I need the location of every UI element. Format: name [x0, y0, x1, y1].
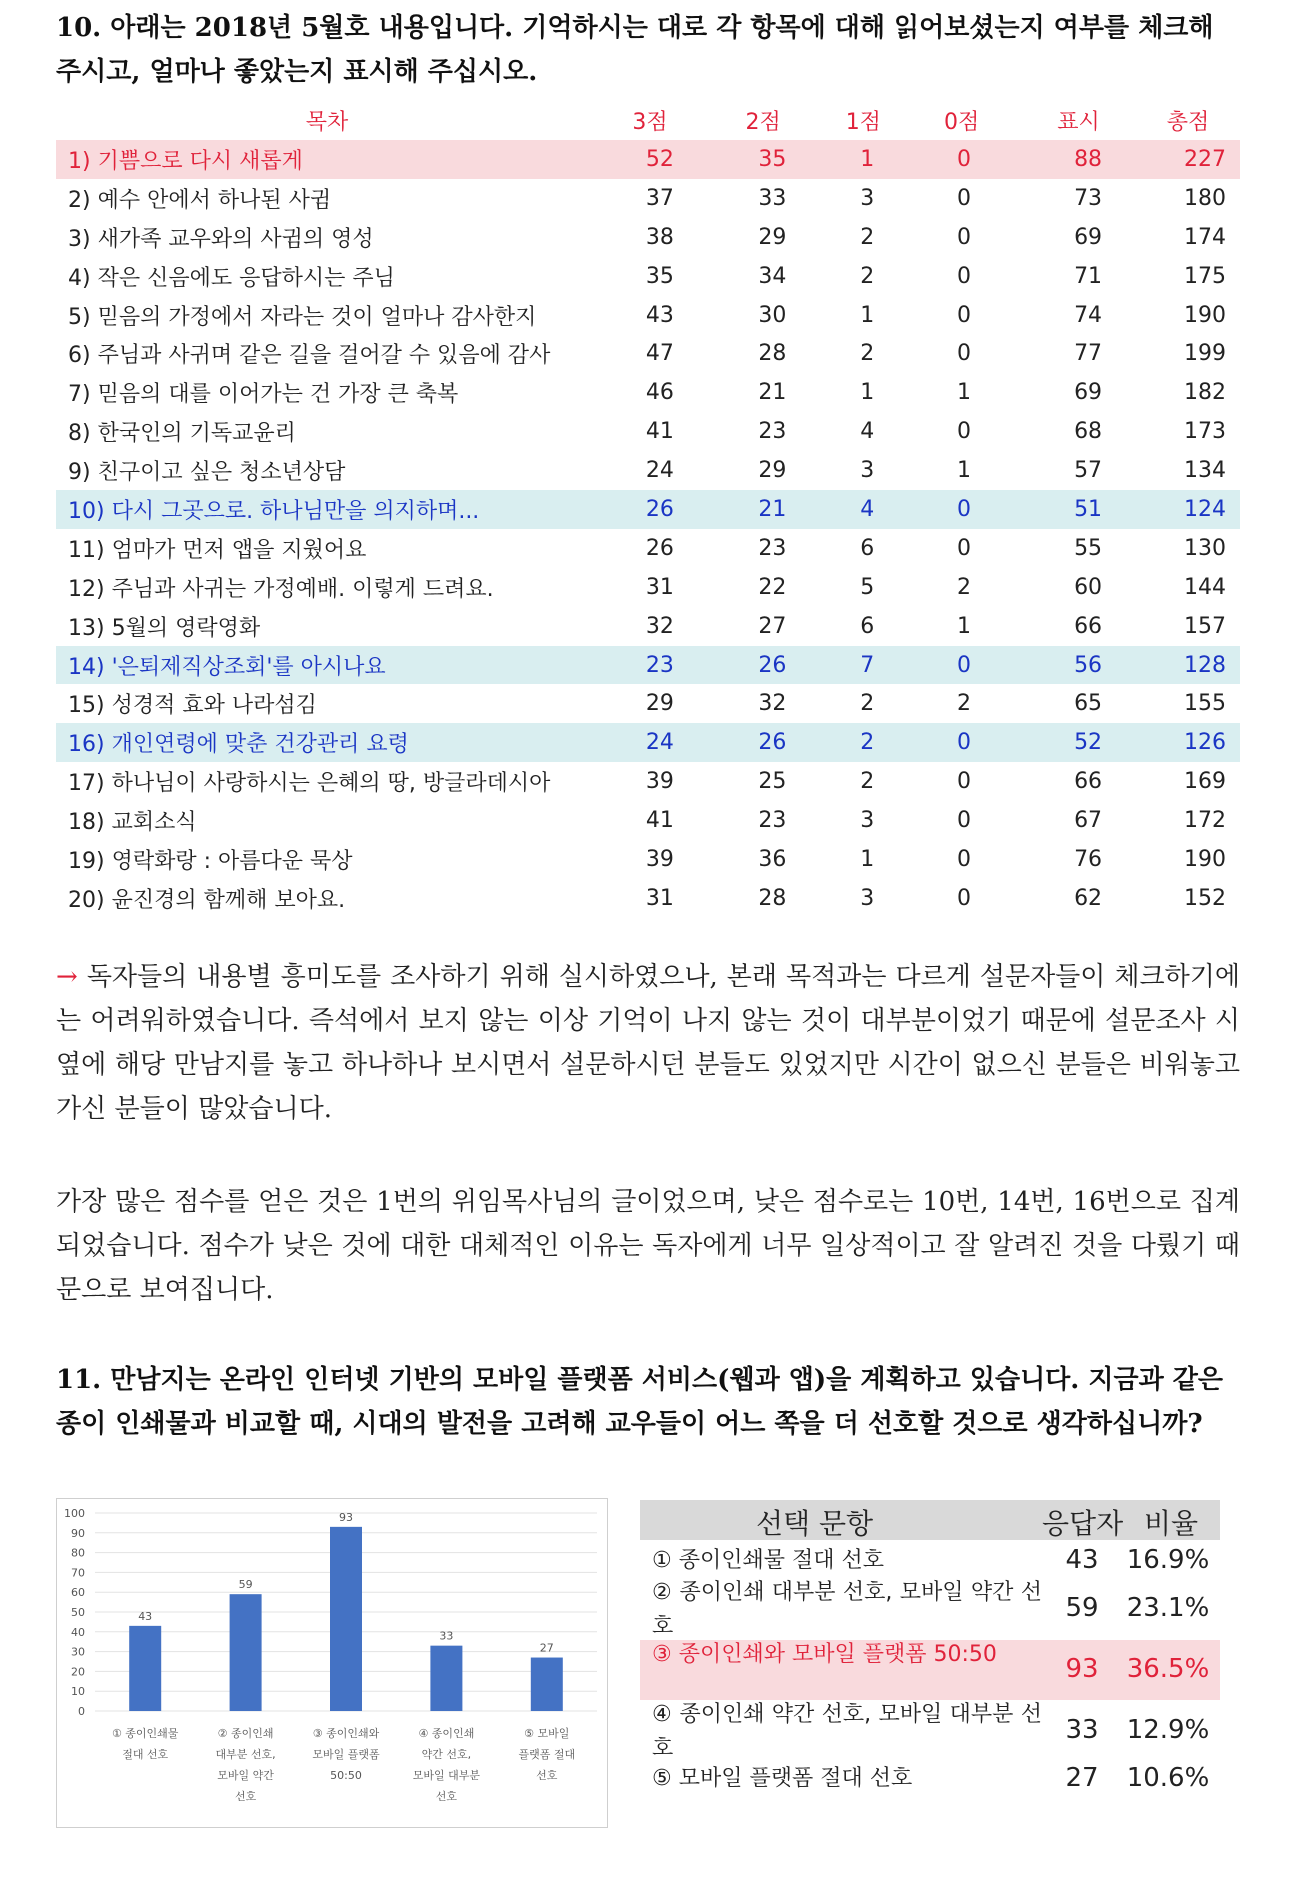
survey-row — [56, 762, 1240, 801]
survey-total: 182 — [1184, 380, 1226, 406]
survey-item-title: 14) '은퇴제직상조회'를 아시나요 — [56, 646, 598, 685]
survey-total: 128 — [1136, 646, 1240, 685]
analysis-paragraph-2: 가장 많은 점수를 얻은 것은 1번의 위임목사님의 글이었으며, 낮은 점수로는 10번, 14번, 16번으로 집계되었습니다. 점수가 낮은 것에 대한 대체적인 이유는 독자에게 너무 일상적이고 잘 알려진 것을 다뤘기 때문으로 보여집니다. — [56, 1187, 1240, 1305]
survey-score-2: 34 — [758, 263, 787, 289]
survey-score-0: 0 — [957, 846, 972, 872]
preference-ratio: 36.5% — [1126, 1654, 1210, 1684]
survey-item-title: 2) 예수 안에서 하나된 사귐 — [68, 187, 332, 213]
survey-row — [56, 490, 1240, 529]
chart-y-tick-label: 0 — [78, 1705, 85, 1718]
preference-option-label: ② 종이인쇄 대부분 선호, 모바일 약간 선호 — [652, 1580, 1042, 1639]
survey-item-title: 15) 성경적 효와 나라섬김 — [68, 693, 317, 719]
survey-total: 190 — [1184, 302, 1226, 328]
preference-ratio: 12.9% — [1126, 1715, 1210, 1745]
survey-score-0: 0 — [957, 885, 972, 911]
survey-score-2: 32 — [758, 691, 787, 717]
preference-ratio: 10.6% — [1126, 1763, 1210, 1793]
chart-data-label: 33 — [439, 1629, 454, 1643]
col-header-contents: 목차 — [305, 109, 349, 135]
preference-table-header — [640, 1500, 1220, 1540]
survey-score-0: 0 — [957, 263, 972, 289]
survey-marked: 62 — [1074, 885, 1103, 911]
survey-score-1: 2 — [860, 341, 875, 367]
survey-total: 172 — [1184, 808, 1226, 834]
preference-ratio: 23.1% — [1126, 1593, 1210, 1623]
survey-score-3: 41 — [645, 419, 674, 445]
preference-row — [640, 1700, 1220, 1762]
survey-item-title: 6) 주님과 사귀며 같은 길을 걸어갈 수 있음에 감사 — [68, 343, 551, 369]
survey-total: 227 — [1136, 140, 1240, 179]
preference-row — [640, 1640, 1220, 1700]
survey-score-2: 26 — [702, 646, 824, 685]
survey-header-row — [56, 100, 1240, 140]
survey-score-1: 2 — [860, 263, 875, 289]
preference-count: 93 — [1065, 1654, 1099, 1684]
survey-total: 190 — [1184, 846, 1226, 872]
question-10-title: 10. 아래는 2018년 5월호 내용입니다. 기억하시는 대로 각 항목에 대해 읽어보셨는지 여부를 체크해 주시고, 얼마나 좋았는지 표시해 주십시오. — [56, 13, 1214, 87]
survey-row — [56, 373, 1240, 412]
survey-score-0: 0 — [902, 646, 1021, 685]
survey-item-title: 5) 믿음의 가정에서 자라는 것이 얼마나 감사한지 — [68, 304, 537, 330]
survey-marked: 69 — [1074, 224, 1103, 250]
col-header-marked: 표시 — [1057, 109, 1100, 135]
analysis-text-1: 독자들의 내용별 흥미도를 조사하기 위해 실시하였으나, 본래 목적과는 다르게 설문자들이 체크하기에는 어려워하였습니다. 즉석에서 보지 않는 이상 기억이 나지 않는 것이 대부분이었기 때문에 설문조사 시 옆에 해당 만남지를 놓고 하나하나 보시면서 설문하시던 분들도 있었지만 시간이 없으신 분들은 비워놓고 가신 분들이 많았습니다. — [56, 962, 1241, 1124]
survey-table — [56, 100, 1240, 918]
survey-row — [56, 646, 1240, 685]
survey-score-0: 2 — [957, 691, 972, 717]
survey-marked: 60 — [1074, 574, 1103, 600]
survey-score-0: 0 — [957, 535, 972, 561]
preference-option-label: ④ 종이인쇄 약간 선호, 모바일 대부분 선호 — [652, 1702, 1042, 1761]
survey-score-3: 31 — [645, 574, 674, 600]
survey-row — [56, 568, 1240, 607]
preference-option-label: ① 종이인쇄물 절대 선호 — [652, 1548, 884, 1573]
chart-category-label: ⑤ 모바일 — [524, 1727, 570, 1740]
chart-category-label: ② 종이인쇄 — [217, 1727, 274, 1740]
survey-score-0: 1 — [957, 613, 972, 639]
survey-score-1: 2 — [824, 723, 902, 762]
survey-total: 169 — [1184, 769, 1226, 795]
survey-row — [56, 684, 1240, 723]
survey-score-1: 7 — [824, 646, 902, 685]
survey-score-2: 25 — [758, 769, 787, 795]
survey-score-3: 47 — [645, 341, 674, 367]
survey-score-1: 1 — [860, 380, 875, 406]
survey-score-3: 43 — [645, 302, 674, 328]
chart-bar — [531, 1658, 563, 1711]
survey-total: 199 — [1184, 341, 1226, 367]
chart-data-label: 27 — [539, 1641, 554, 1655]
chart-category-label: ③ 종이인쇄와 — [312, 1727, 380, 1740]
survey-score-3: 41 — [645, 808, 674, 834]
survey-score-3: 37 — [645, 185, 674, 211]
chart-y-tick-label: 40 — [71, 1625, 85, 1639]
chart-category-label: 모바일 플랫폼 — [312, 1748, 380, 1761]
survey-marked: 76 — [1074, 846, 1103, 872]
survey-score-2: 22 — [758, 574, 787, 600]
survey-score-3: 24 — [645, 458, 674, 484]
preference-row — [640, 1578, 1220, 1640]
survey-score-0: 1 — [957, 458, 972, 484]
chart-y-tick-label: 10 — [71, 1685, 85, 1699]
survey-total: 130 — [1184, 535, 1226, 561]
question-11-title: 11. 만남지는 온라인 인터넷 기반의 모바일 플랫폼 서비스(웹과 앱)을 계획하고 있습니다. 지금과 같은 종이 인쇄물과 비교할 때, 시대의 발전을 고려해 교우들이 어느 쪽을 더 선호할 것으로 생각하십니까? — [56, 1365, 1224, 1439]
preference-count: 59 — [1065, 1593, 1099, 1623]
survey-marked: 55 — [1074, 535, 1103, 561]
survey-marked: 66 — [1074, 769, 1103, 795]
survey-total: 175 — [1184, 263, 1226, 289]
preference-ratio: 16.9% — [1126, 1545, 1210, 1575]
survey-score-3: 38 — [645, 224, 674, 250]
survey-marked: 66 — [1074, 613, 1103, 639]
survey-score-1: 3 — [860, 885, 875, 911]
preference-bar-chart — [56, 1498, 608, 1828]
survey-score-1: 2 — [860, 691, 875, 717]
survey-row — [56, 607, 1240, 646]
chart-category-label: ① 종이인쇄물 — [111, 1727, 179, 1740]
survey-score-1: 3 — [860, 185, 875, 211]
chart-y-tick-label: 60 — [71, 1586, 85, 1600]
survey-score-0: 0 — [957, 302, 972, 328]
survey-score-1: 6 — [860, 535, 875, 561]
survey-score-2: 36 — [758, 846, 787, 872]
survey-item-title: 8) 한국인의 기독교윤리 — [68, 421, 296, 447]
arrow-icon: → — [56, 962, 78, 992]
chart-category-label: 모바일 약간 — [217, 1769, 274, 1782]
survey-score-2: 23 — [758, 535, 787, 561]
preference-count: 27 — [1065, 1763, 1099, 1793]
survey-score-2: 30 — [758, 302, 787, 328]
col-header-2pt: 2점 — [745, 109, 781, 135]
chart-bar — [230, 1594, 262, 1711]
chart-category-label: ④ 종이인쇄 — [418, 1727, 475, 1740]
chart-category-label: 모바일 대부분 — [412, 1769, 481, 1782]
survey-marked: 77 — [1074, 341, 1103, 367]
survey-total: 124 — [1136, 490, 1240, 529]
survey-score-2: 33 — [758, 185, 787, 211]
survey-marked: 71 — [1074, 263, 1103, 289]
chart-y-tick-label: 50 — [71, 1606, 85, 1619]
col-header-total: 총점 — [1166, 109, 1210, 135]
survey-score-3: 35 — [645, 263, 674, 289]
survey-score-2: 29 — [758, 224, 787, 250]
survey-score-0: 0 — [902, 723, 1021, 762]
survey-marked: 52 — [1021, 723, 1136, 762]
survey-score-3: 29 — [645, 691, 674, 717]
survey-total: 144 — [1184, 574, 1226, 600]
survey-marked: 51 — [1021, 490, 1136, 529]
chart-category-label: 50:50 — [330, 1769, 362, 1782]
survey-item-title: 12) 주님과 사귀는 가정예배. 이렇게 드려요. — [68, 576, 494, 602]
survey-marked: 57 — [1074, 458, 1103, 484]
survey-total: 134 — [1184, 458, 1226, 484]
survey-score-2: 28 — [758, 341, 787, 367]
survey-score-2: 26 — [702, 723, 824, 762]
survey-score-2: 27 — [758, 613, 787, 639]
survey-score-3: 39 — [645, 769, 674, 795]
chart-category-label: 선호 — [234, 1790, 257, 1803]
chart-data-label: 93 — [339, 1510, 353, 1524]
survey-item-title: 1) 기쁨으로 다시 새롭게 — [56, 140, 598, 179]
survey-row — [56, 412, 1240, 451]
chart-category-label: 선호 — [536, 1769, 558, 1782]
survey-score-1: 3 — [860, 808, 875, 834]
survey-row — [56, 801, 1240, 840]
survey-item-title: 10) 다시 그곳으로. 하나님만을 의지하며... — [56, 490, 598, 529]
survey-score-0: 2 — [957, 574, 972, 600]
survey-score-1: 4 — [824, 490, 902, 529]
survey-marked: 56 — [1021, 646, 1136, 685]
survey-row — [56, 257, 1240, 296]
chart-category-label: 약간 선호, — [421, 1748, 472, 1761]
survey-score-1: 4 — [860, 419, 875, 445]
chart-bar — [129, 1626, 161, 1711]
survey-row — [56, 840, 1240, 879]
survey-score-1: 2 — [860, 769, 875, 795]
chart-y-tick-label: 80 — [71, 1546, 85, 1560]
chart-y-tick-label: 90 — [71, 1526, 85, 1540]
survey-total: 126 — [1136, 723, 1240, 762]
survey-total: 180 — [1184, 185, 1226, 211]
survey-score-2: 21 — [758, 380, 787, 406]
survey-score-3: 24 — [598, 723, 702, 762]
preference-table — [640, 1500, 1220, 1796]
survey-score-2: 23 — [758, 808, 787, 834]
preference-option-label: ⑤ 모바일 플랫폼 절대 선호 — [652, 1766, 913, 1791]
col-header-3pt: 3점 — [632, 109, 668, 135]
survey-score-0: 0 — [902, 490, 1021, 529]
survey-score-0: 1 — [957, 380, 972, 406]
survey-score-1: 5 — [860, 574, 875, 600]
analysis-paragraph-1 — [56, 955, 1240, 1131]
preference-count: 43 — [1065, 1545, 1099, 1575]
survey-marked: 67 — [1074, 808, 1103, 834]
chart-bar — [430, 1646, 462, 1711]
survey-score-2: 29 — [758, 458, 787, 484]
survey-score-1: 1 — [860, 846, 875, 872]
survey-row — [56, 529, 1240, 568]
chart-y-tick-label: 100 — [64, 1507, 85, 1520]
survey-item-title: 11) 엄마가 먼저 앱을 지웠어요 — [68, 537, 367, 563]
survey-score-1: 1 — [860, 302, 875, 328]
survey-total: 173 — [1184, 419, 1226, 445]
chart-y-tick-label: 30 — [71, 1645, 85, 1659]
chart-category-label: 대부분 선호, — [215, 1748, 276, 1761]
col-header-1pt: 1점 — [845, 109, 881, 135]
survey-score-1: 6 — [860, 613, 875, 639]
survey-score-3: 32 — [645, 613, 674, 639]
chart-bar — [330, 1527, 362, 1711]
col-header-0pt: 0점 — [944, 109, 980, 135]
survey-item-title: 17) 하나님이 사랑하시는 은혜의 땅, 방글라데시아 — [68, 771, 551, 797]
preference-row — [640, 1544, 1220, 1578]
header-count: 응답자 — [1042, 1507, 1124, 1540]
survey-score-2: 28 — [758, 885, 787, 911]
survey-score-0: 0 — [957, 224, 972, 250]
survey-item-title: 4) 작은 신음에도 응답하시는 주님 — [68, 265, 395, 291]
survey-total: 157 — [1184, 613, 1226, 639]
survey-marked: 65 — [1074, 691, 1103, 717]
survey-row — [56, 296, 1240, 335]
survey-item-title: 13) 5월의 영락영화 — [68, 615, 261, 641]
survey-total: 174 — [1184, 224, 1226, 250]
preference-row — [640, 1762, 1220, 1796]
chart-data-label: 59 — [238, 1578, 253, 1592]
preference-option-label: ③ 종이인쇄와 모바일 플랫폼 50:50 — [652, 1642, 997, 1667]
survey-score-3: 46 — [645, 380, 674, 406]
chart-category-label: 절대 선호 — [122, 1748, 169, 1761]
survey-item-title: 19) 영락화랑 : 아름다운 묵상 — [68, 848, 353, 874]
header-ratio: 비율 — [1144, 1507, 1199, 1540]
survey-total: 155 — [1184, 691, 1226, 717]
survey-score-0: 0 — [957, 185, 972, 211]
survey-row — [56, 723, 1240, 762]
survey-marked: 88 — [1021, 140, 1136, 179]
survey-score-3: 31 — [645, 885, 674, 911]
survey-score-0: 0 — [957, 419, 972, 445]
survey-score-0: 0 — [957, 808, 972, 834]
survey-score-3: 52 — [598, 140, 702, 179]
survey-item-title: 9) 친구이고 싶은 청소년상담 — [68, 460, 346, 486]
survey-marked: 73 — [1074, 185, 1103, 211]
survey-score-2: 21 — [702, 490, 824, 529]
survey-score-3: 26 — [645, 535, 674, 561]
survey-row — [56, 140, 1240, 179]
survey-score-3: 26 — [598, 490, 702, 529]
survey-score-1: 3 — [860, 458, 875, 484]
survey-score-1: 1 — [824, 140, 902, 179]
survey-row — [56, 179, 1240, 218]
survey-score-3: 23 — [598, 646, 702, 685]
survey-row — [56, 451, 1240, 490]
survey-score-3: 39 — [645, 846, 674, 872]
chart-data-label: 43 — [138, 1609, 153, 1623]
survey-item-title: 20) 윤진경의 함께해 보아요. — [68, 887, 346, 913]
chart-y-tick-label: 70 — [71, 1566, 85, 1580]
survey-row — [56, 218, 1240, 257]
survey-score-2: 35 — [702, 140, 824, 179]
survey-item-title: 7) 믿음의 대를 이어가는 건 가장 큰 축복 — [68, 382, 459, 408]
preference-count: 33 — [1065, 1715, 1099, 1745]
header-option: 선택 문항 — [756, 1507, 874, 1540]
survey-marked: 69 — [1074, 380, 1103, 406]
survey-score-0: 0 — [902, 140, 1021, 179]
survey-marked: 74 — [1074, 302, 1103, 328]
survey-marked: 68 — [1074, 419, 1103, 445]
survey-row — [56, 879, 1240, 918]
chart-category-label: 플랫폼 절대 — [518, 1748, 576, 1761]
chart-category-label: 선호 — [435, 1790, 458, 1803]
chart-y-tick-label: 20 — [71, 1665, 85, 1679]
survey-score-1: 2 — [860, 224, 875, 250]
survey-score-0: 0 — [957, 341, 972, 367]
survey-item-title: 3) 새가족 교우와의 사귐의 영성 — [68, 226, 374, 252]
survey-score-0: 0 — [957, 769, 972, 795]
chart-svg — [57, 1499, 607, 1827]
survey-row — [56, 334, 1240, 373]
survey-total: 152 — [1184, 885, 1226, 911]
survey-score-2: 23 — [758, 419, 787, 445]
survey-item-title: 18) 교회소식 — [68, 810, 197, 836]
survey-item-title: 16) 개인연령에 맞춘 건강관리 요령 — [56, 723, 598, 762]
